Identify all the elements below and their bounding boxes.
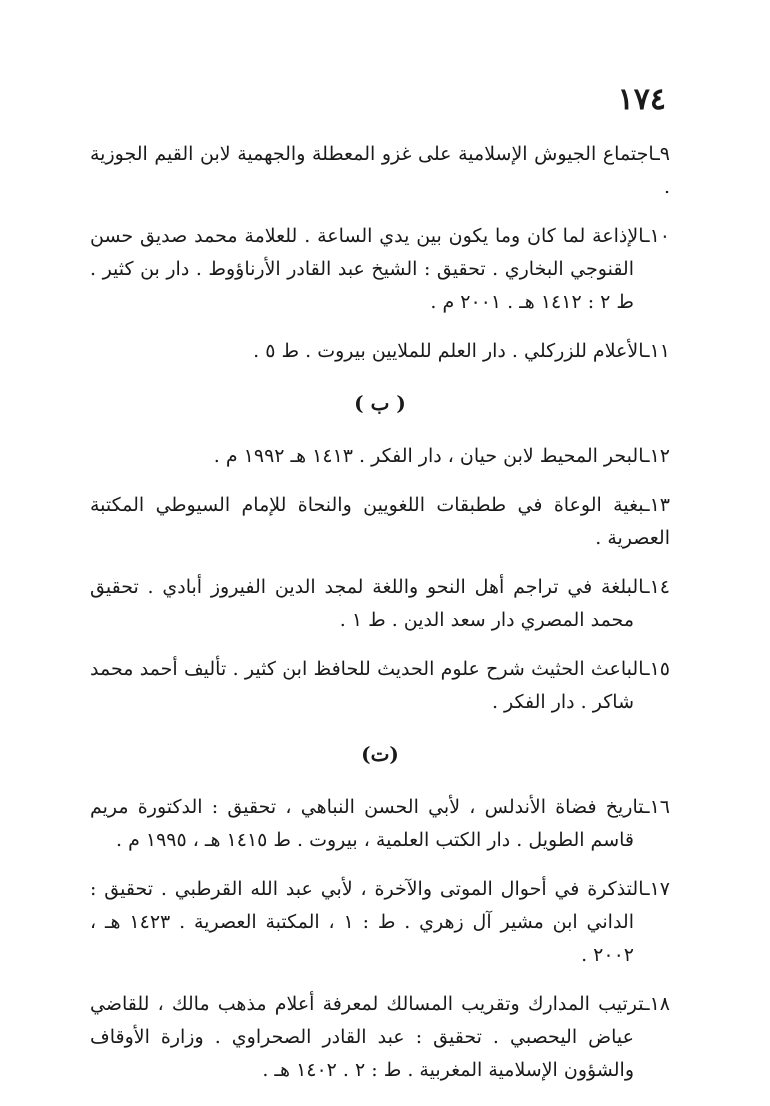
bibliography-entry-11 — [90, 335, 670, 368]
entry-number: ١١ـ — [644, 340, 670, 362]
entry-text: البلغة في تراجم أهل النحو واللغة لمجد الدين الفيروز أبادي . تحقيق محمد المصري دار سعد الدين . ط ١ . — [90, 576, 644, 631]
bibliography-entry-12 — [90, 440, 670, 473]
section-heading-ta: (ت) — [361, 742, 399, 766]
bibliography-entry-17 — [90, 873, 670, 972]
bibliography-entry-16 — [90, 791, 670, 857]
bibliography-entry-14 — [90, 571, 670, 637]
entry-number: ١٠ـ — [644, 225, 670, 247]
entry-number: ٩ـ — [654, 143, 670, 165]
section-heading-ba: ( ب ) — [354, 391, 406, 415]
entry-text: البحر المحيط لابن حيان ، دار الفكر . ١٤١٣ هـ ١٩٩٢ م . — [213, 445, 644, 467]
entry-number: ١٤ـ — [644, 576, 670, 598]
bibliography-entry-18 — [90, 988, 670, 1087]
bibliography-list — [90, 138, 670, 1087]
entry-text: الأعلام للزركلي . دار العلم للملايين بيروت . ط ٥ . — [253, 340, 644, 362]
entry-number: ١٦ـ — [644, 796, 670, 818]
entry-text: تاريخ فضاة الأندلس ، لأبي الحسن النباهي ، تحقيق : الدكتورة مريم قاسم الطويل . دار الكتب العلمية ، بيروت . ط ١٤١٥ هـ ، ١٩٩٥ م . — [90, 796, 644, 851]
page-number: ١٧٤ — [617, 82, 666, 117]
entry-text: الباعث الحثيث شرح علوم الحديث للحافظ ابن كثير . تأليف أحمد محمد شاكر . دار الفكر . — [90, 658, 644, 713]
bibliography-entry-10 — [90, 220, 670, 319]
entry-number: ١٣ـ — [644, 494, 670, 516]
entry-number: ١٧ـ — [644, 878, 670, 900]
entry-text: بغية الوعاة في ططبقات اللغويين والنحاة للإمام السيوطي المكتبة العصرية . — [90, 494, 670, 549]
entry-number: ١٢ـ — [644, 445, 670, 467]
entry-text: الإذاعة لما كان وما يكون بين يدي الساعة . للعلامة محمد صديق حسن القنوجي البخاري . تحقيق : الشيخ عبد القادر الأرناؤوط . دار بن كثير . ط ٢ : ١٤١٢ هـ . ٢٠٠١ م . — [90, 225, 644, 313]
entry-text: التذكرة في أحوال الموتى والآخرة ، لأبي عبد الله القرطبي . تحقيق : الداني ابن مشير آل زهري . ط : ١ ، المكتبة العصرية . ١٤٢٣ هـ ، ٢٠٠٢ . — [90, 878, 644, 966]
entry-text: ترتيب المدارك وتقريب المسالك لمعرفة أعلام مذهب مالك ، للقاضي عياض اليحصبي . تحقيق : عبد القادر الصحراوي . وزارة الأوقاف والشؤون الإسلامية المغربية . ط : ٢ . ١٤٠٢ هـ . — [90, 993, 644, 1081]
entry-number: ١٥ـ — [644, 658, 670, 680]
bibliography-entry-9 — [90, 138, 670, 204]
entry-number: ١٨ـ — [644, 993, 670, 1015]
bibliography-entry-13 — [90, 489, 670, 555]
entry-text: اجتماع الجيوش الإسلامية على غزو المعطلة والجهمية لابن القيم الجوزية . — [90, 143, 670, 198]
bibliography-entry-15 — [90, 653, 670, 719]
